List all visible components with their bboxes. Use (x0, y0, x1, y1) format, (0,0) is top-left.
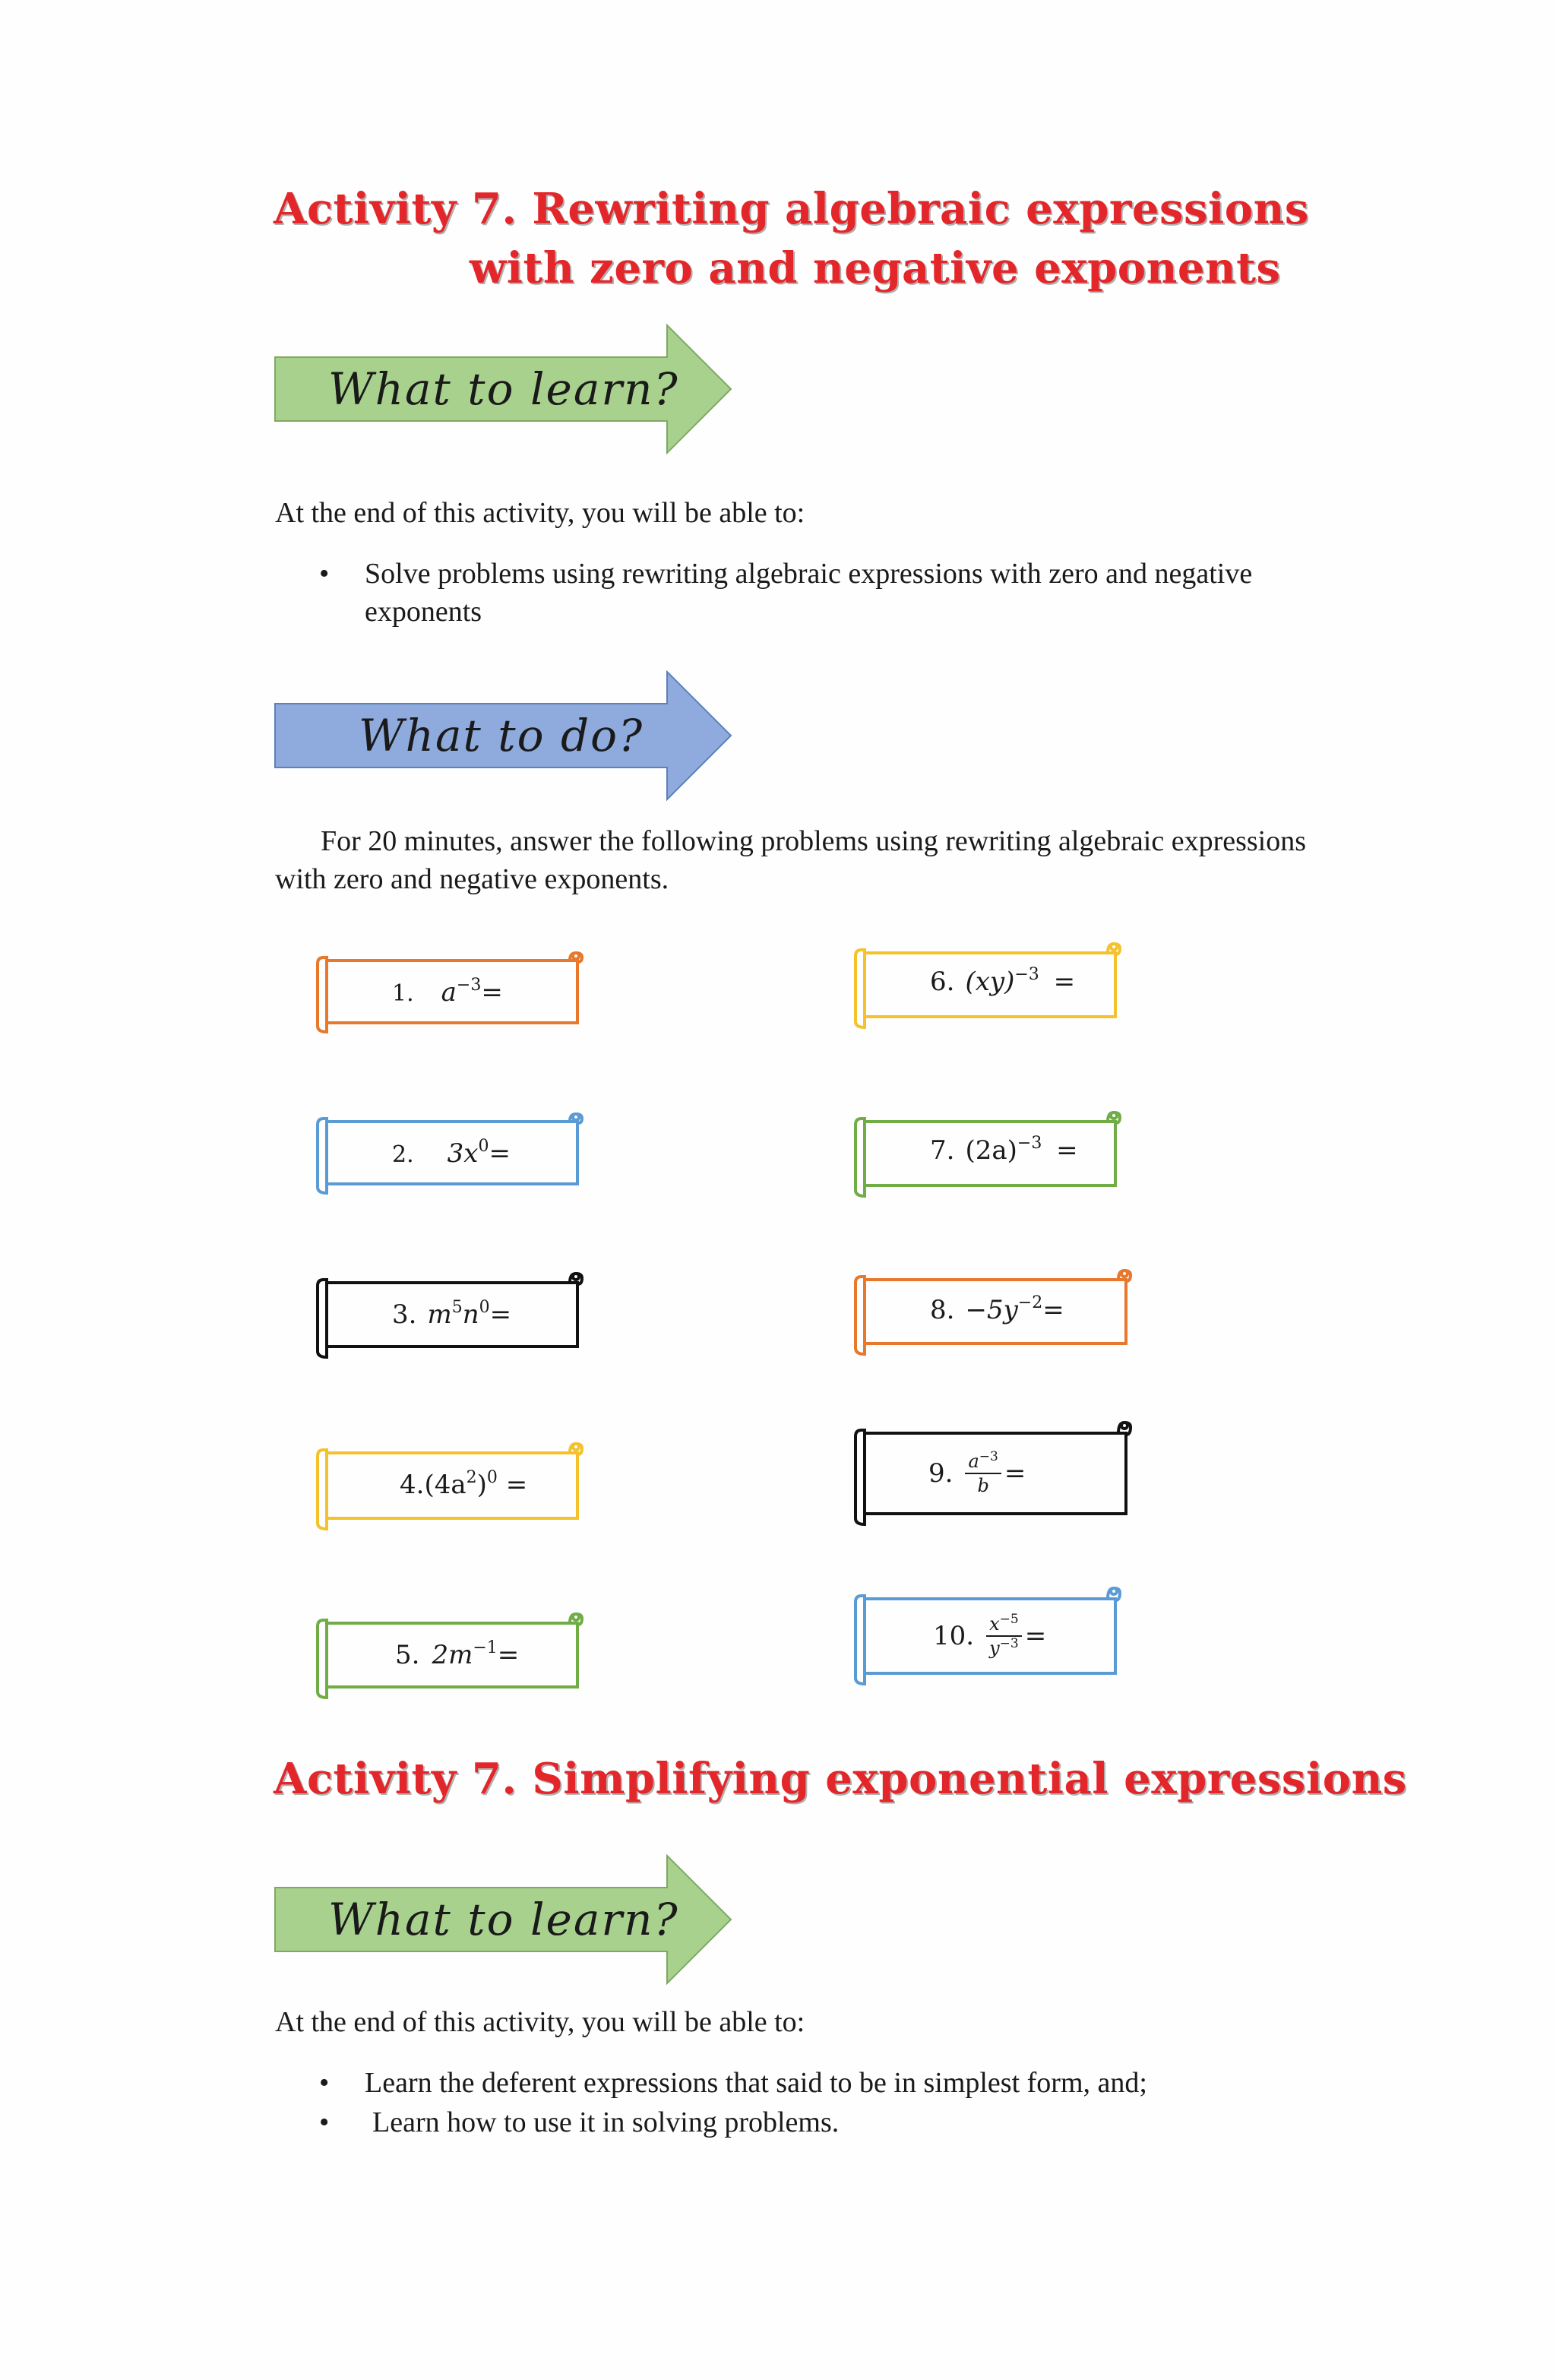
numerator-exponent: −5 (999, 1612, 1019, 1627)
problem-number: 1. (392, 980, 414, 1007)
denominator-base: b (977, 1475, 989, 1496)
problem-2-expression (392, 1138, 511, 1169)
expr-exponent: −3 (1014, 965, 1039, 984)
expr-equals: = (481, 977, 503, 1008)
expr-equals: = (1004, 1458, 1026, 1489)
expr-base: 3x (447, 1138, 479, 1169)
what-to-do-label: What to do? (359, 710, 644, 761)
expr-exponent-2: 0 (479, 1298, 490, 1317)
activity-title-line-1: Activity 7. Rewriting algebraic expressions (274, 184, 1309, 234)
problem-number: 3. (392, 1299, 417, 1330)
problem-4-expression (400, 1470, 527, 1500)
expr-base: −5y (965, 1295, 1018, 1325)
bullet-text: Learn how to use it in solving problems. (372, 2106, 840, 2138)
bullet-dot: • (319, 558, 330, 590)
denominator-exponent: −3 (999, 1636, 1019, 1651)
problem-9-fraction (965, 1450, 1001, 1497)
what-to-learn-label: What to learn? (328, 363, 679, 415)
problem-number: 2. (392, 1141, 414, 1168)
expr-exponent: −3 (456, 976, 482, 995)
expr-equals: = (489, 1138, 511, 1169)
fraction-numerator (986, 1613, 1022, 1637)
problem-number: 4. (400, 1470, 425, 1500)
expr-close: ) (476, 1470, 487, 1500)
activity-2-title: Activity 7. Simplifying exponential expressions (274, 1754, 1407, 1804)
expr-base: (xy) (965, 967, 1015, 997)
expr-base: m (427, 1299, 452, 1330)
activity-title-line-2: with zero and negative exponents (470, 243, 1281, 293)
what-to-do-banner (274, 670, 734, 801)
problem-number: 10. (933, 1621, 975, 1651)
what-to-learn-label-2: What to learn? (328, 1894, 679, 1945)
numerator-base: x (989, 1613, 1000, 1635)
bullet-dot: • (319, 2106, 330, 2138)
denominator-base: y (989, 1638, 1000, 1659)
do-intro-text: For 20 minutes, answer the following problems using rewriting algebraic expressions with zero and negative exponents. (275, 825, 1307, 895)
expr-exponent-2: 0 (486, 1468, 498, 1487)
problem-3-expression (392, 1299, 511, 1330)
learn-intro-text: At the end of this activity, you will be able to: (275, 497, 805, 529)
numerator-base: a (968, 1451, 979, 1472)
expr-base: 2m (432, 1640, 473, 1670)
what-to-learn-banner (274, 324, 734, 454)
expr-open: (4a (424, 1470, 466, 1500)
learn-intro-text-2: At the end of this activity, you will be able to: (275, 2006, 805, 2038)
problem-10-expression (933, 1613, 1046, 1660)
problem-number: 8. (930, 1295, 955, 1325)
expr-base-2: n (462, 1299, 479, 1330)
problem-8-expression (930, 1295, 1064, 1325)
problem-7-expression (930, 1135, 1078, 1166)
fraction-denominator (986, 1637, 1022, 1660)
bullet-text: Learn the deferent expressions that said to be in simplest form, and; (365, 2067, 1147, 2099)
expr-exponent: −3 (1017, 1134, 1042, 1153)
expr-equals: = (1042, 1295, 1064, 1325)
fraction-denominator (965, 1474, 1001, 1497)
problem-10-fraction (986, 1613, 1022, 1660)
problem-number: 7. (930, 1135, 955, 1166)
expr-equals: = (1024, 1621, 1047, 1651)
problem-number: 9. (928, 1458, 954, 1489)
expr-exponent: 2 (466, 1468, 477, 1487)
problem-1-expression (392, 977, 503, 1008)
expr-equals: = (497, 1640, 520, 1670)
problem-6-expression (930, 967, 1075, 997)
expr-base: a (441, 977, 457, 1008)
expr-equals: = (489, 1299, 512, 1330)
expr-exponent: 0 (478, 1137, 489, 1156)
expr-equals: = (1048, 1135, 1078, 1166)
expr-exponent: −2 (1017, 1293, 1043, 1312)
problem-5-expression (395, 1640, 519, 1670)
expr-exponent: 5 (451, 1298, 463, 1317)
problem-9-expression (928, 1450, 1026, 1497)
bullet-text: Solve problems using rewriting algebraic expressions with zero and negative exponents (365, 558, 1253, 628)
expr-exponent: −1 (473, 1638, 498, 1657)
expr-equals: = (497, 1470, 528, 1500)
fraction-numerator (965, 1450, 1001, 1474)
expr-base: (2a) (965, 1135, 1017, 1166)
numerator-exponent: −3 (979, 1449, 998, 1464)
expr-equals: = (1045, 967, 1076, 997)
what-to-learn-banner-2 (274, 1854, 734, 1985)
problem-number: 6. (930, 967, 955, 997)
bullet-dot: • (319, 2067, 330, 2099)
problem-number: 5. (395, 1640, 420, 1670)
